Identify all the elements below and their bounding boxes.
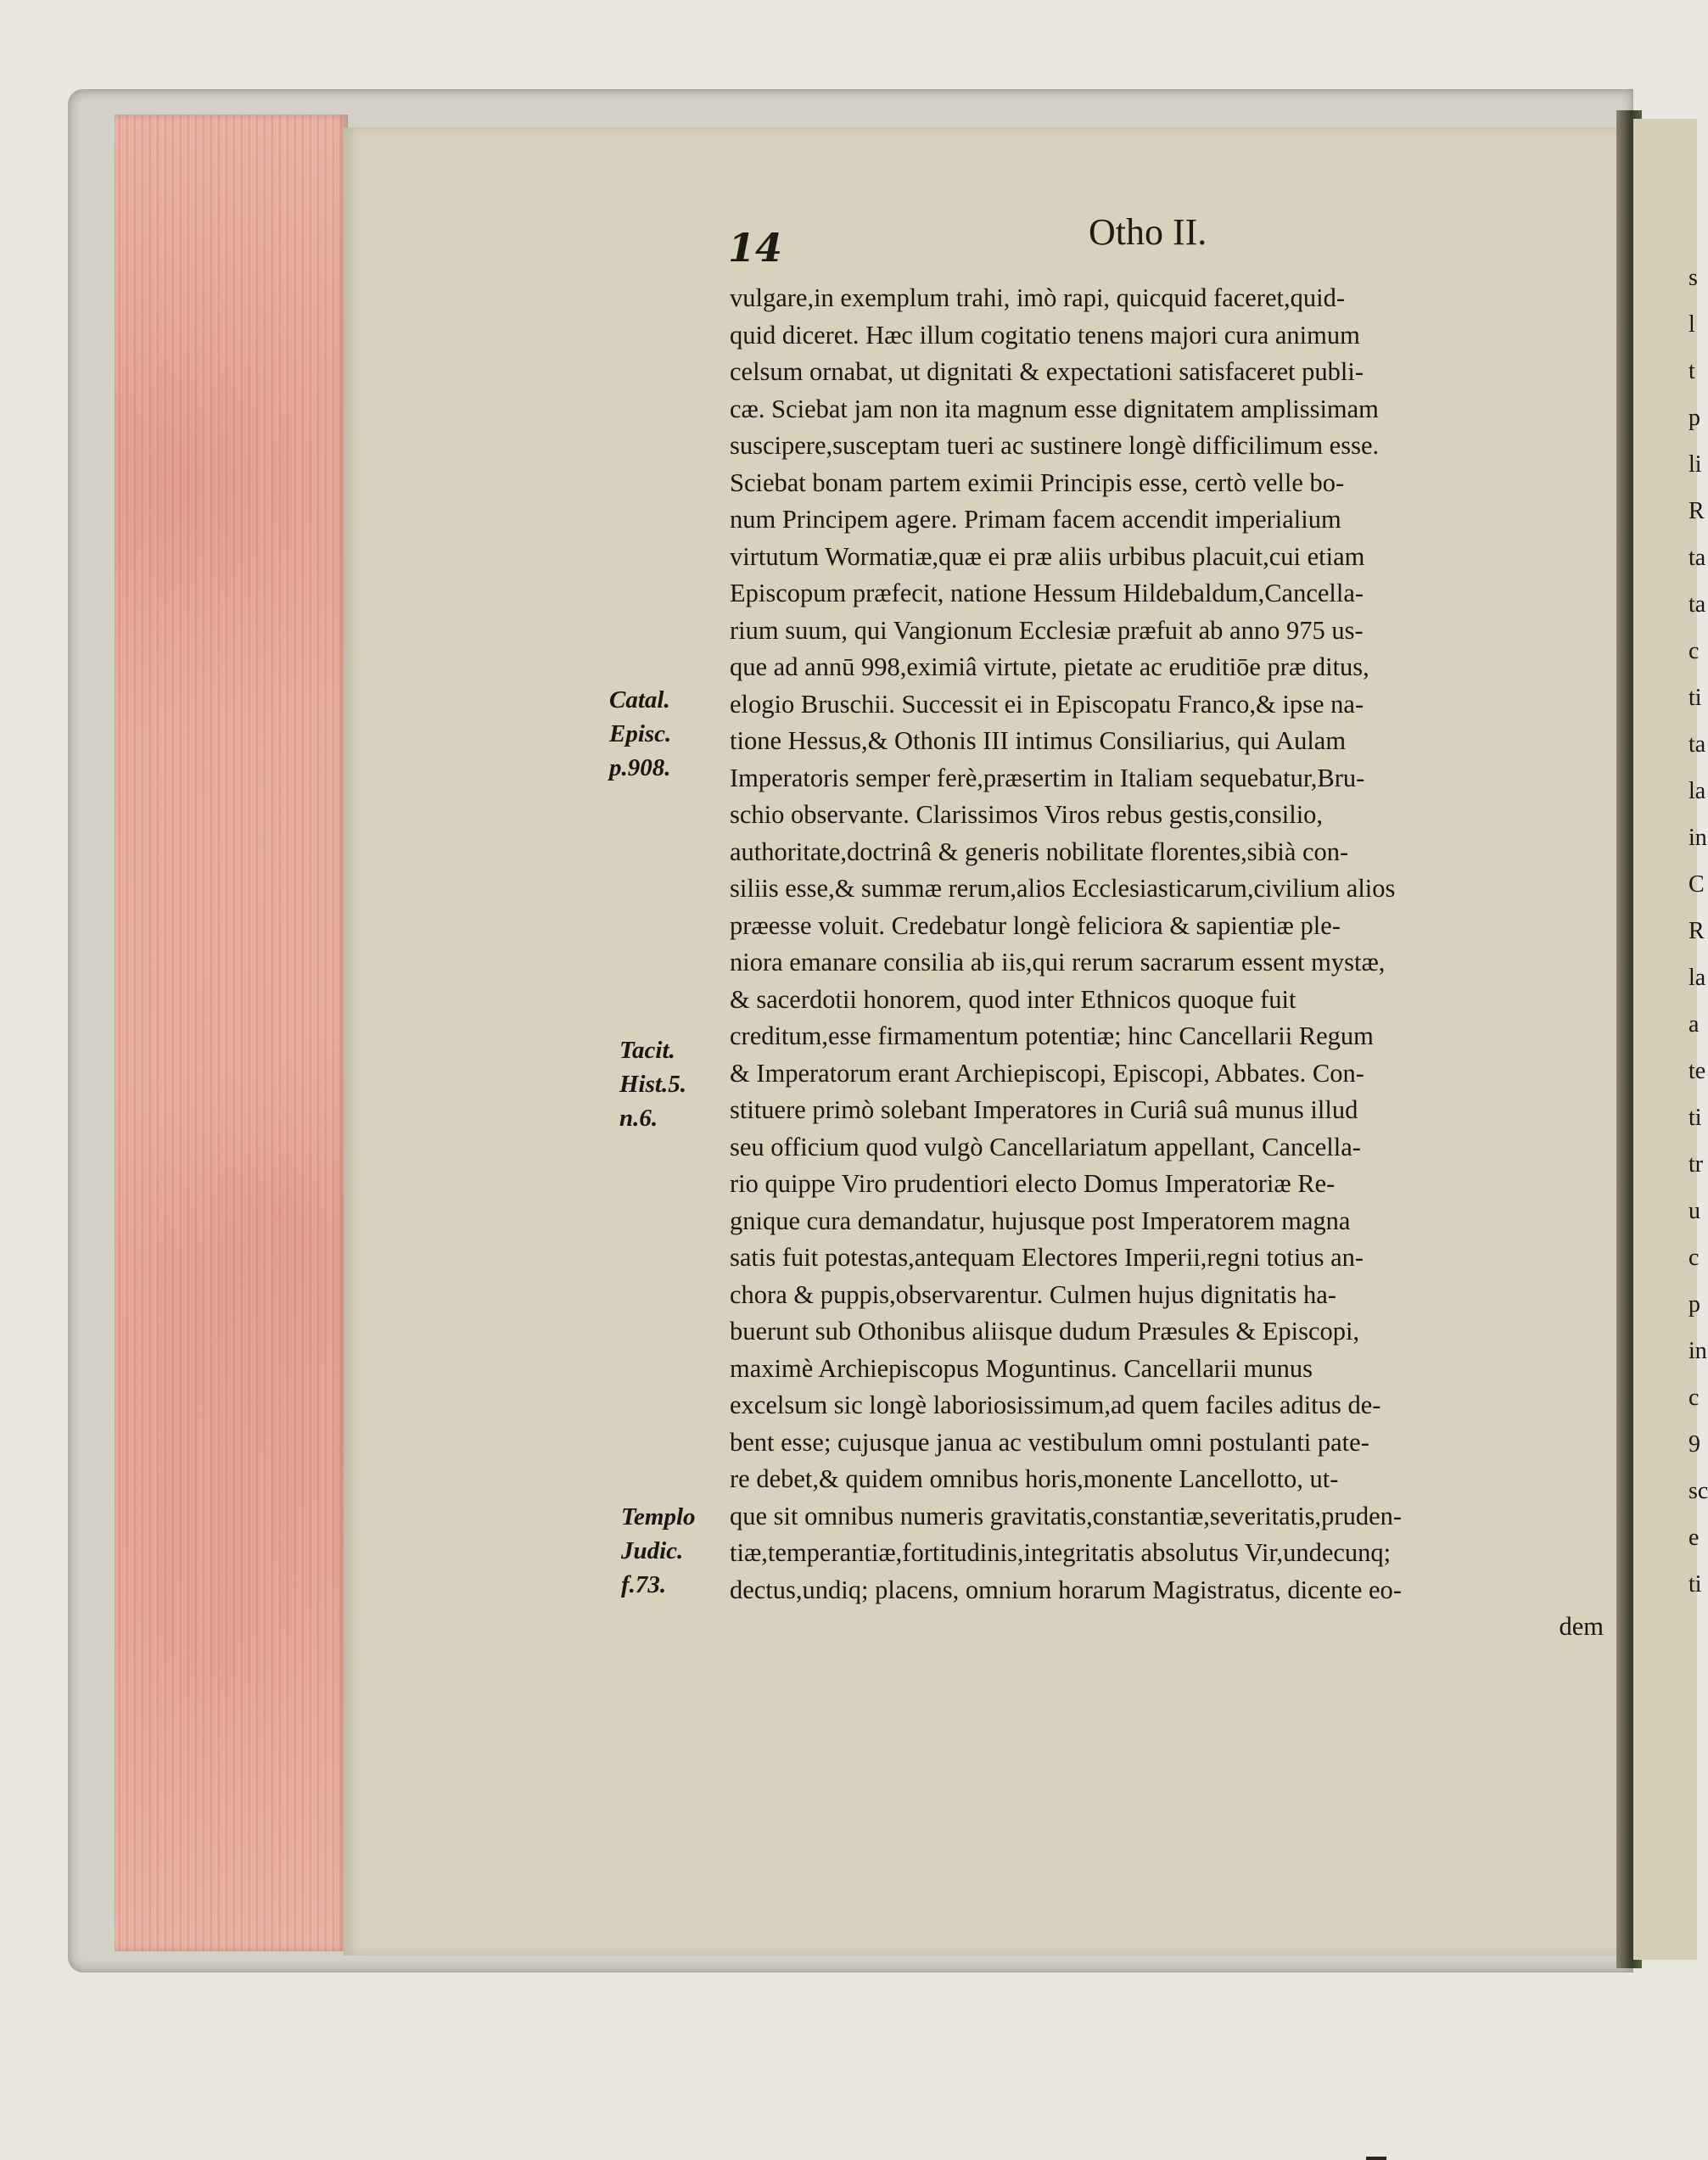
right-fragment: c <box>1688 638 1700 664</box>
text-line: tiæ,temperantiæ,fortitudinis,integritatis absolutus Vir,undecunq; <box>730 1538 1392 1567</box>
right-fragment: l <box>1688 311 1695 338</box>
margin-note-line: Judic. <box>621 1537 684 1564</box>
right-page-edge <box>1633 119 1697 1960</box>
text-line: maximè Archiepiscopus Moguntinus. Cancellarii munus <box>730 1353 1313 1383</box>
text-line: cæ. Sciebat jam non ita magnum esse dignitatem amplissimam <box>730 394 1379 423</box>
text-line: chora & puppis,observarentur. Culmen hujus dignitatis ha- <box>730 1279 1336 1309</box>
text-line: seu officium quod vulgò Cancellariatum appellant, Cancella- <box>730 1132 1361 1161</box>
right-fragment: p <box>1688 1291 1700 1318</box>
text-line: num Principem agere. Primam facem accendit imperialium <box>730 505 1341 534</box>
right-page-fragments <box>1688 255 1708 1608</box>
right-fragment: ta <box>1688 731 1706 758</box>
text-line: Episcopum præfecit, natione Hessum Hildebaldum,Cancella- <box>730 579 1364 607</box>
right-fragment: li <box>1688 451 1702 478</box>
text-line: que ad annū 998,eximiâ virtute, pietate ac eruditiōe præ ditus, <box>730 652 1369 681</box>
right-fragment: u <box>1688 1198 1700 1224</box>
right-fragment: la <box>1688 778 1706 804</box>
right-fragment: e <box>1688 1525 1700 1551</box>
text-line: gnique cura demandatur, hujusque post Imperatorem magna <box>730 1206 1351 1235</box>
text-line: dem <box>1559 1612 1604 1641</box>
right-fragment: t <box>1688 358 1695 384</box>
margin-note-line: p.908. <box>609 754 671 781</box>
margin-note-line: Episc. <box>609 720 672 747</box>
text-line: præesse voluit. Credebatur longè feliciora & sapientiæ ple- <box>730 910 1341 940</box>
text-line: satis fuit potestas,antequam Electores Imperii,regni totius an- <box>730 1243 1364 1272</box>
right-fragment: s <box>1688 265 1698 291</box>
right-fragment: in <box>1688 825 1707 851</box>
margin-note-line: Catal. <box>609 686 670 713</box>
text-line: que sit omnibus numeris gravitatis,constantiæ,severitatis,pruden- <box>730 1501 1403 1530</box>
text-line: tione Hessus,& Othonis III intimus Consiliarius, qui Aulam <box>730 726 1347 755</box>
text-line: virtutum Wormatiæ,quæ ei præ aliis urbibus placuit,cui etiam <box>730 541 1365 571</box>
text-line: dectus,undiq; placens, omnium horarum Magistratus, dicente eo- <box>730 1575 1402 1604</box>
text-line: rium suum, qui Vangionum Ecclesiæ præfuit ab anno 975 us- <box>730 615 1364 645</box>
body-text <box>730 280 1604 1646</box>
text-line: rio quippe Viro prudentiori electo Domus Imperatoriæ Re- <box>730 1169 1336 1198</box>
right-fragment: 9 <box>1688 1431 1700 1458</box>
text-line: niora emanare consilia ab iis,qui rerum sacrarum essent mystæ, <box>730 948 1386 976</box>
right-fragment: sc <box>1688 1478 1708 1504</box>
margin-note-line: Tacit. <box>619 1037 675 1064</box>
right-fragment: ta <box>1688 545 1706 571</box>
right-fragment: in <box>1688 1338 1707 1364</box>
right-fragment: C <box>1688 871 1705 898</box>
text-line: authoritate,doctrinâ & generis nobilitate florentes,sibià con- <box>730 837 1349 866</box>
right-fragment: ti <box>1688 1571 1702 1598</box>
text-line: Sciebat bonam partem eximii Principis esse, certò velle bo- <box>730 467 1345 497</box>
right-fragment: c <box>1688 1385 1700 1411</box>
right-fragment: c <box>1688 1245 1700 1271</box>
page-mark <box>1366 2157 1386 2160</box>
page-number: 14 <box>728 225 783 271</box>
text-line: celsum ornabat, ut dignitati & expectationi satisfaceret publi- <box>730 357 1364 386</box>
text-line: suscipere,susceptam tueri ac sustinere longè difficilimum esse. <box>730 431 1380 460</box>
running-title: Otho II. <box>1089 211 1207 253</box>
text-line: creditum,esse firmamentum potentiæ; hinc Cancellarii Regum <box>730 1021 1374 1050</box>
right-fragment: ti <box>1688 685 1702 711</box>
text-line: & Imperatorum erant Archiepiscopi, Episcopi, Abbates. Con- <box>730 1058 1364 1088</box>
right-fragment: R <box>1688 918 1705 944</box>
text-line: vulgare,in exemplum trahi, imò rapi, quicquid faceret,quid- <box>730 283 1345 312</box>
margin-note-tacit <box>619 1033 686 1135</box>
margin-note-line: n.6. <box>619 1105 658 1132</box>
right-fragment: ti <box>1688 1105 1702 1131</box>
right-fragment: la <box>1688 965 1706 991</box>
text-line: siliis esse,& summæ rerum,alios Ecclesiasticarum,civilium alios <box>730 874 1396 903</box>
text-line: & sacerdotii honorem, quod inter Ethnicos quoque fuit <box>730 984 1296 1014</box>
text-line: stituere primò solebant Imperatores in Curiâ suâ munus illud <box>730 1095 1358 1124</box>
text-line: Imperatoris semper ferè,præsertim in Italiam sequebatur,Bru- <box>730 763 1365 792</box>
right-fragment: a <box>1688 1011 1700 1038</box>
margin-note-catal <box>609 683 671 785</box>
text-line: elogio Bruschii. Successit ei in Episcopatu Franco,& ipse na- <box>730 689 1364 719</box>
text-line: bent esse; cujusque janua ac vestibulum omni postulanti pate- <box>730 1427 1369 1457</box>
right-fragment: tr <box>1688 1151 1704 1178</box>
right-fragment: te <box>1688 1058 1706 1084</box>
right-fragment: p <box>1688 405 1700 431</box>
text-line: schio observante. Clarissimos Viros rebus gestis,consilio, <box>730 800 1324 829</box>
margin-note-templo <box>621 1500 696 1602</box>
text-line: excelsum sic longè laboriosissimum,ad quem faciles aditus de- <box>730 1391 1381 1419</box>
right-fragment: ta <box>1688 591 1706 618</box>
text-line: re debet,& quidem omnibus horis,monente Lancellotto, ut- <box>730 1464 1339 1493</box>
margin-note-line: f.73. <box>621 1571 667 1598</box>
text-line: buerunt sub Othonibus aliisque dudum Præsules & Episcopi, <box>730 1317 1360 1346</box>
text-line: quid diceret. Hæc illum cogitatio tenens majori cura animum <box>730 320 1360 350</box>
margin-note-line: Templo <box>621 1503 696 1530</box>
right-fragment: R <box>1688 498 1705 524</box>
page-edges <box>115 115 348 1951</box>
margin-note-line: Hist.5. <box>619 1071 686 1098</box>
